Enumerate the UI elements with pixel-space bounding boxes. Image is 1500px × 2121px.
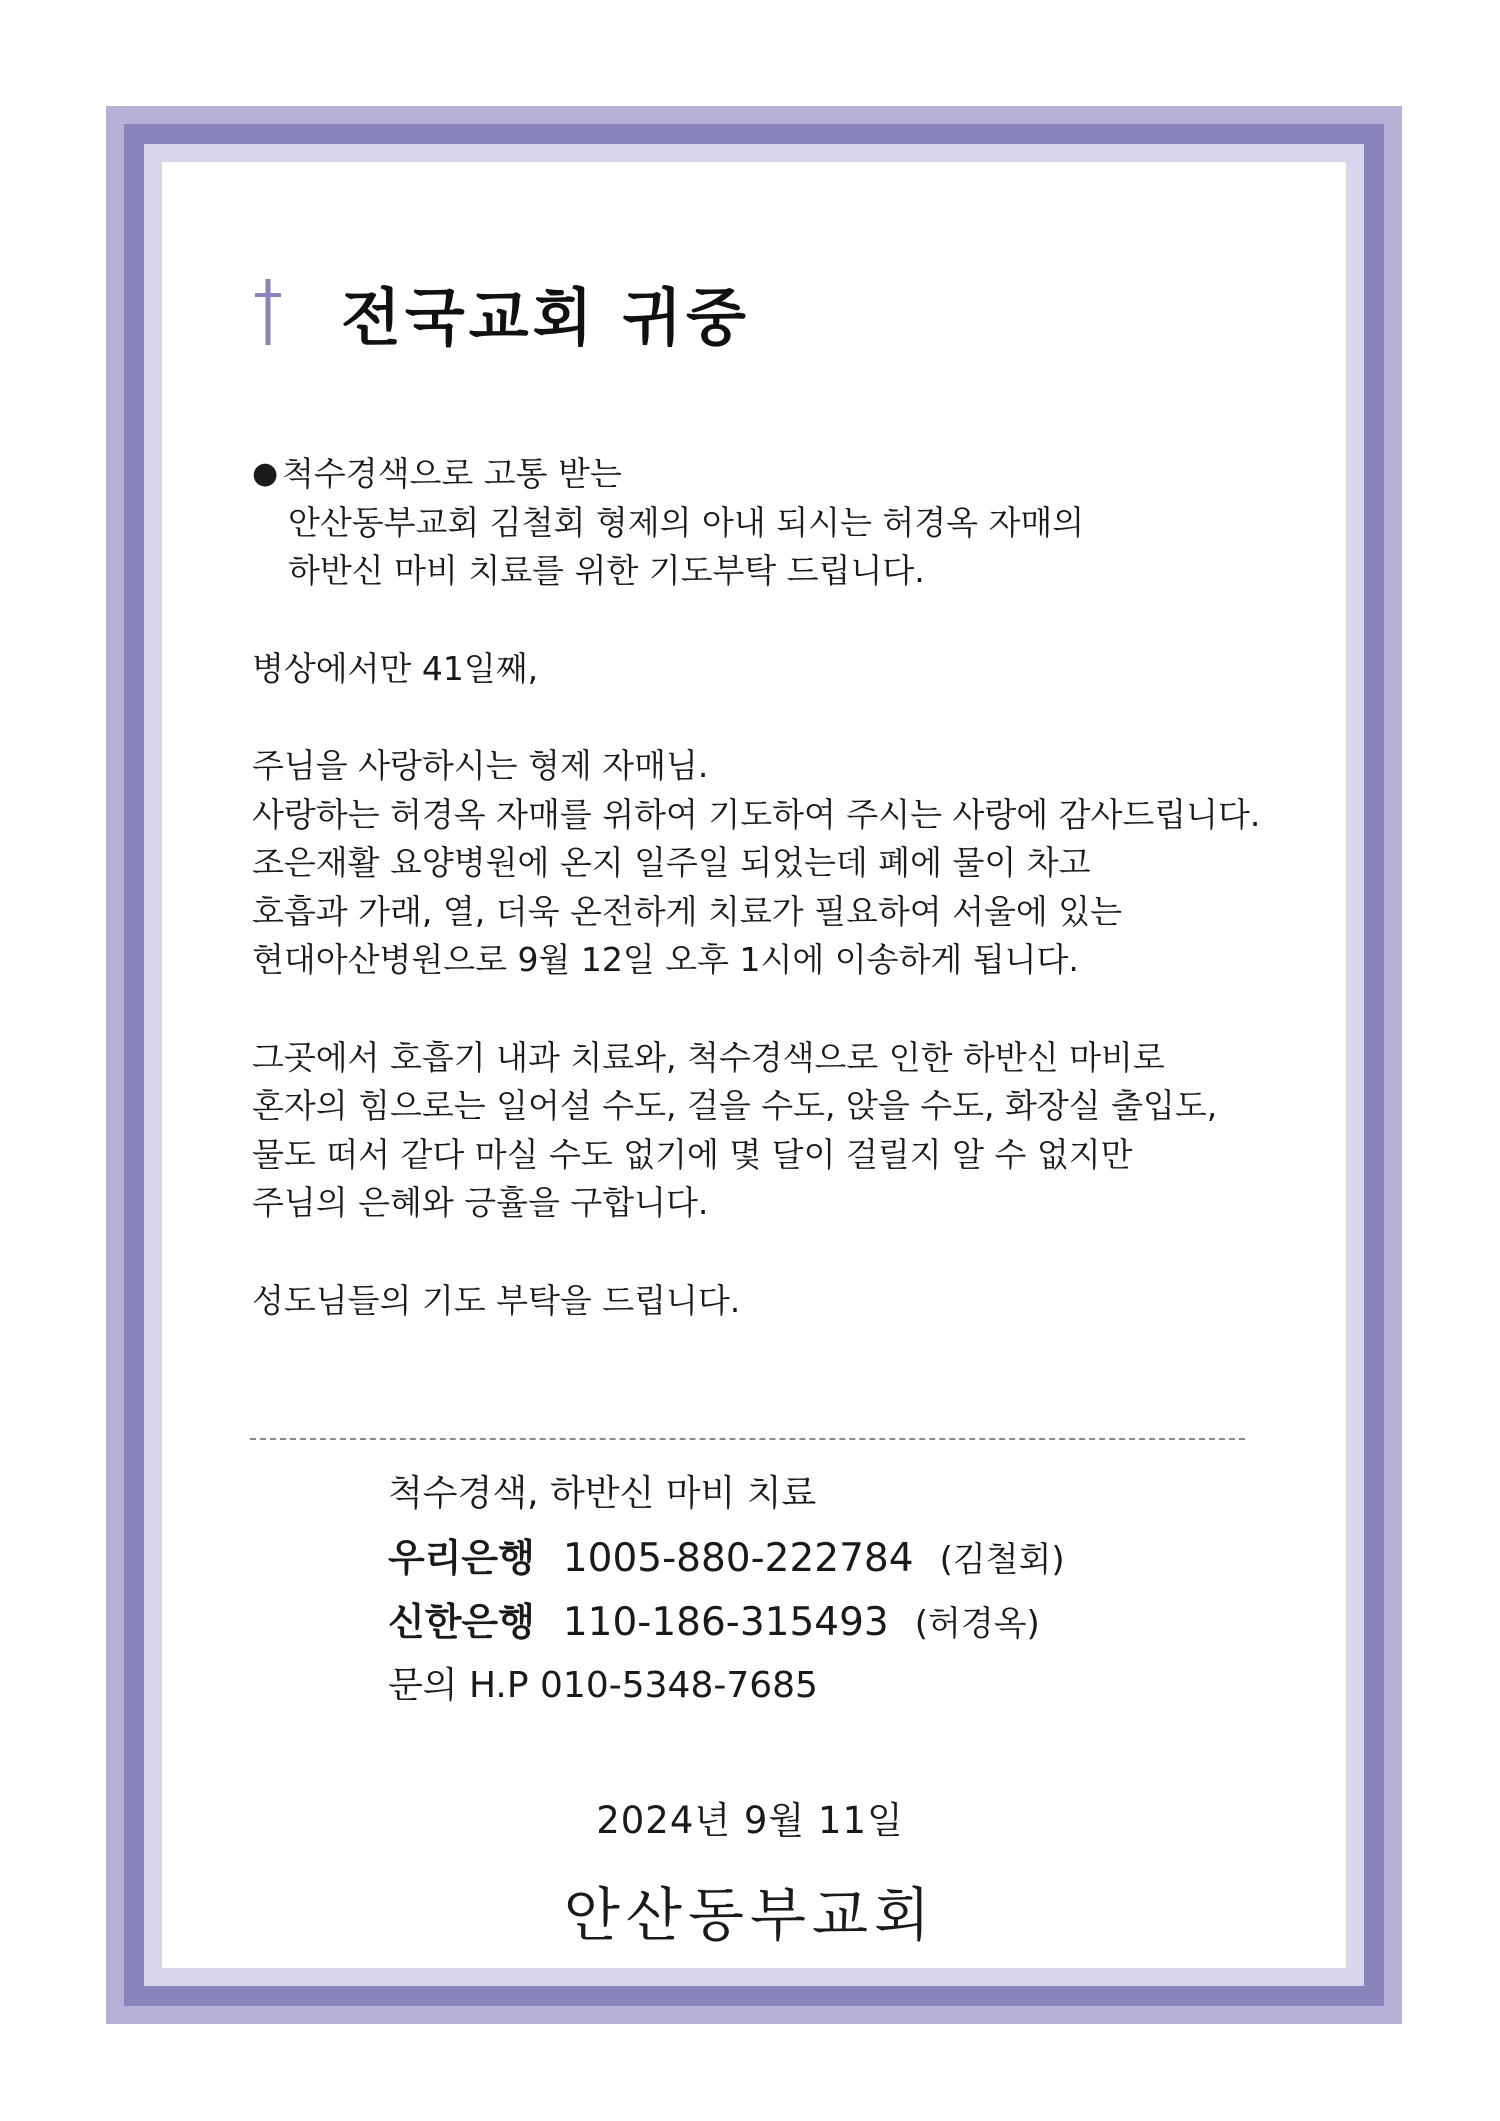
account-holder: (김철회) xyxy=(939,1540,1065,1580)
account-number: 1005-880-222784 xyxy=(562,1536,914,1581)
bank-row-2 xyxy=(388,1590,1065,1654)
request-line-1 xyxy=(252,450,1272,499)
paragraph2-line: 주님의 은혜와 긍휼을 구합니다. xyxy=(252,1183,709,1222)
days-line: 병상에서만 41일째, xyxy=(252,648,539,688)
closing-line: 성도님들의 기도 부탁을 드립니다. xyxy=(252,1280,741,1320)
purpose-text: 척수경색, 하반신 마비 치료 xyxy=(388,1473,817,1514)
paragraph1-line: 주님을 사랑하시는 형제 자매님. xyxy=(252,746,709,785)
cross-icon xyxy=(255,279,281,345)
account-number: 110-186-315493 xyxy=(562,1600,889,1645)
account-holder: (허경옥) xyxy=(914,1604,1040,1644)
page-title: 전국교회 귀중 xyxy=(341,280,750,354)
contact-text: 문의 H.P 010-5348-7685 xyxy=(388,1665,818,1706)
dashed-divider xyxy=(250,1438,1245,1440)
paragraph2-line: 혼자의 힘으로는 일어설 수도, 걸을 수도, 앉을 수도, 화장실 출입도, xyxy=(252,1086,1218,1125)
request-text-1: 척수경색으로 고통 받는 xyxy=(282,454,622,493)
request-line-2: 안산동부교회 김철회 형제의 아내 되시는 허경옥 자매의 xyxy=(288,502,1085,542)
paragraph1-line: 사랑하는 허경옥 자매를 위하여 기도하여 주시는 사랑에 감사드립니다. xyxy=(252,794,1261,834)
paragraph1-line: 호흡과 가래, 열, 더욱 온전하게 치료가 필요하여 서울에 있는 xyxy=(252,891,1122,931)
bank-name: 우리은행 xyxy=(388,1536,535,1580)
paragraph2-line: 그곳에서 호흡기 내과 치료와, 척수경색으로 인한 하반신 마비로 xyxy=(252,1037,1165,1077)
request-line-3: 하반신 마비 치료를 위한 기도부탁 드립니다. xyxy=(288,551,925,590)
donation-info xyxy=(388,1462,1065,1718)
bank-name: 신한은행 xyxy=(388,1600,535,1644)
title-row xyxy=(255,272,750,352)
contact-row xyxy=(388,1654,1065,1718)
paragraph1-line: 현대아산병원으로 9월 12일 오후 1시에 이송하게 됩니다. xyxy=(252,940,1079,979)
bullet-icon: ● xyxy=(252,456,279,491)
paragraph1-line: 조은재활 요양병원에 온지 일주일 되었는데 폐에 물이 차고 xyxy=(252,843,1091,882)
letter-body xyxy=(252,450,1272,1325)
bank-row-1 xyxy=(388,1526,1065,1590)
purpose-row xyxy=(388,1462,1065,1526)
document-date: 2024년 9월 11일 xyxy=(596,1799,904,1842)
church-name: 안산동부교회 xyxy=(563,1881,937,1949)
paragraph2-line: 물도 떠서 같다 마실 수도 없기에 몇 달이 걸릴지 알 수 없지만 xyxy=(252,1134,1133,1174)
